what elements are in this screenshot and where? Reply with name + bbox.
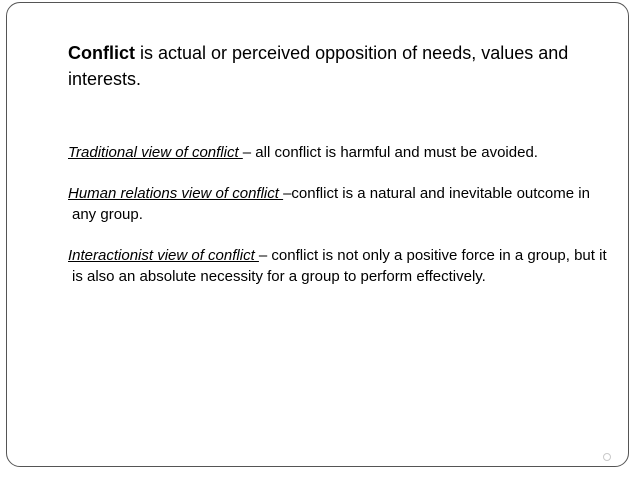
slide-corner-dot: [603, 453, 611, 461]
slide-content: [68, 40, 608, 307]
view-human-relations-text: –conflict is a natural and inevitable outcome in any group.: [72, 185, 590, 223]
view-traditional: [68, 142, 608, 163]
definition-term: Conflict: [68, 43, 135, 63]
view-traditional-name: Traditional view of conflict: [68, 144, 243, 161]
view-interactionist: [68, 245, 608, 287]
view-human-relations-name: Human relations view of conflict: [68, 185, 284, 202]
conflict-definition: [68, 40, 608, 92]
view-traditional-text: – all conflict is harmful and must be avoided.: [242, 144, 538, 161]
conflict-views-list: [68, 142, 608, 287]
view-human-relations: [68, 183, 608, 225]
view-interactionist-name: Interactionist view of conflict: [68, 247, 259, 264]
view-interactionist-text: – conflict is not only a positive force in a group, but it is also an absolute necessity for a group to perform effectively.: [72, 247, 607, 285]
definition-text: is actual or perceived opposition of needs, values and interests.: [68, 43, 569, 89]
